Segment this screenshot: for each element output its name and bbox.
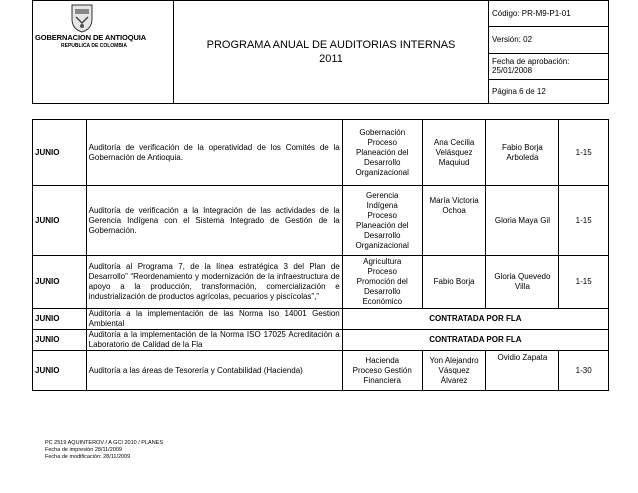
leader-cell [486, 120, 559, 186]
logo-cell [33, 1, 174, 104]
auditor-line: Ana Cecilia [433, 137, 475, 147]
coat-of-arms-icon [69, 3, 95, 33]
leader-cell [486, 186, 559, 256]
dependency-line: Desarrollo [364, 287, 401, 296]
footer-reference: PC 2519 AQUINTEROV / A GCI 2010 / PLANES [45, 440, 163, 446]
dependency-line: Financiera [363, 375, 401, 385]
dependency-cell [342, 120, 422, 186]
dependency-cell [342, 186, 422, 256]
dependency-line: Proceso [367, 137, 397, 147]
dependency-line: Planeación del [355, 147, 409, 157]
org-subtitle: REPUBLICA DE COLOMBIA [61, 43, 127, 49]
month-cell: JUNIO [33, 309, 87, 330]
table-row [33, 330, 609, 351]
document-header [32, 0, 609, 104]
title-line-2: 2011 [319, 53, 343, 65]
leader-line: Gloria Maya Gil [494, 215, 550, 225]
footer-print-date: Fecha de impresión 28/11/2009 [45, 447, 122, 453]
title-line-1: PROGRAMA ANUAL DE AUDITORIAS INTERNAS [206, 39, 456, 51]
auditor-line: Ochoa [442, 206, 466, 215]
gobernacion-logo [33, 1, 173, 63]
dependency-cell [342, 351, 422, 391]
dependency-line: Planeación del [355, 220, 409, 230]
contracted-cell: CONTRATADA POR FLA [342, 330, 608, 351]
leader-line: Gloria Quevedo [494, 272, 551, 281]
approval-label: Fecha de aprobación: [492, 57, 570, 67]
leader-line: Fabio Borja [501, 142, 543, 152]
audit-program-table [32, 119, 609, 391]
contracted-cell: CONTRATADA POR FLA [342, 309, 608, 330]
days-cell: 1-30 [559, 351, 609, 391]
month-cell: JUNIO [33, 330, 87, 351]
auditor-line: Maquiud [438, 157, 470, 167]
auditor-line: Álvarez [440, 375, 468, 385]
auditors-cell [422, 351, 486, 391]
dependency-line: Indígena [366, 200, 398, 210]
leader-line: Arboleda [506, 152, 539, 162]
month-cell: JUNIO [33, 351, 87, 391]
days-cell: 1-15 [559, 256, 609, 309]
auditors-cell [422, 256, 486, 309]
dependency-line: Proceso Gestión [352, 365, 412, 375]
dependency-line: Agricultura [363, 257, 402, 266]
dependency-cell [342, 256, 422, 309]
dependency-line: Desarrollo [364, 157, 401, 167]
org-name: GOBERNACION DE ANTIOQUIA [35, 33, 147, 42]
auditor-line: Vásquez [438, 365, 470, 375]
days-cell: 1-15 [559, 186, 609, 256]
auditor-line: Yon Alejandro [429, 355, 479, 365]
description-cell: Auditoría a la implementación de la Norma ISO 17025 Acreditación a Laboratorio de Calidad de la Fla [86, 330, 342, 351]
table-row [33, 186, 609, 256]
dependency-line: Gerencia [366, 190, 399, 200]
leader-cell [486, 351, 559, 391]
dependency-line: Promoción del [356, 277, 408, 286]
auditors-cell [422, 186, 486, 256]
table-row [33, 351, 609, 391]
leader-cell [486, 256, 559, 309]
auditors-cell [422, 120, 486, 186]
description-cell: Auditoría a la implementación de las Norma Iso 14001 Gestion Ambiental [86, 309, 342, 330]
document-footer [45, 440, 163, 461]
month-cell: JUNIO [33, 186, 87, 256]
document-title [174, 1, 489, 104]
month-cell: JUNIO [33, 120, 87, 186]
code-cell: Código: PR-M9-P1-01 [489, 1, 609, 27]
auditor-line: Velásquez [435, 147, 473, 157]
approval-cell [489, 53, 609, 79]
dependency-line: Hacienda [365, 355, 400, 365]
leader-line: Villa [514, 282, 530, 291]
month-cell: JUNIO [33, 256, 87, 309]
dependency-line: Proceso [367, 210, 397, 220]
version-cell: Versión: 02 [489, 27, 609, 53]
footer-modified-date: Fecha de modificación: 28/11/2009 [45, 454, 131, 460]
auditor-line: Fabio Borja [433, 277, 475, 286]
description-cell: Auditoría a las áreas de Tesorería y Contabilidad (Hacienda) [86, 351, 342, 391]
dependency-line: Organizacional [355, 167, 409, 177]
description-cell: Auditoría al Programa 7, de la línea estratégica 3 del Plan de Desarrollo” “Reordenamiento y modernización de la infraestructura de apoyo a la producción, transformación, comercialización e industrialización de productos agrícolas, pecuarios y piscícolas”,” [86, 256, 342, 309]
approval-date: 25/01/2008 [492, 66, 533, 76]
days-cell: 1-15 [559, 120, 609, 186]
dependency-line: Gobernación [359, 127, 406, 137]
dependency-line: Desarrollo [364, 230, 401, 240]
description-cell: Auditoría de verificación a la Integración de las actividades de la Gerencia Indígena con el Sistema Integrado de Gestión de la Gobernación. [86, 186, 342, 256]
leader-line: Ovidio Zapata [497, 353, 548, 362]
dependency-line: Proceso [367, 267, 397, 276]
table-row [33, 120, 609, 186]
page-cell: Página 6 de 12 [489, 79, 609, 103]
description-cell: Auditoría de verificación de la operatividad de los Comités de la Gobernación de Antioquia. [86, 120, 342, 186]
auditor-line: María Victoria [429, 196, 479, 205]
table-row [33, 309, 609, 330]
dependency-line: Organizacional [355, 240, 409, 250]
dependency-line: Económico [362, 297, 403, 306]
table-row [33, 256, 609, 309]
